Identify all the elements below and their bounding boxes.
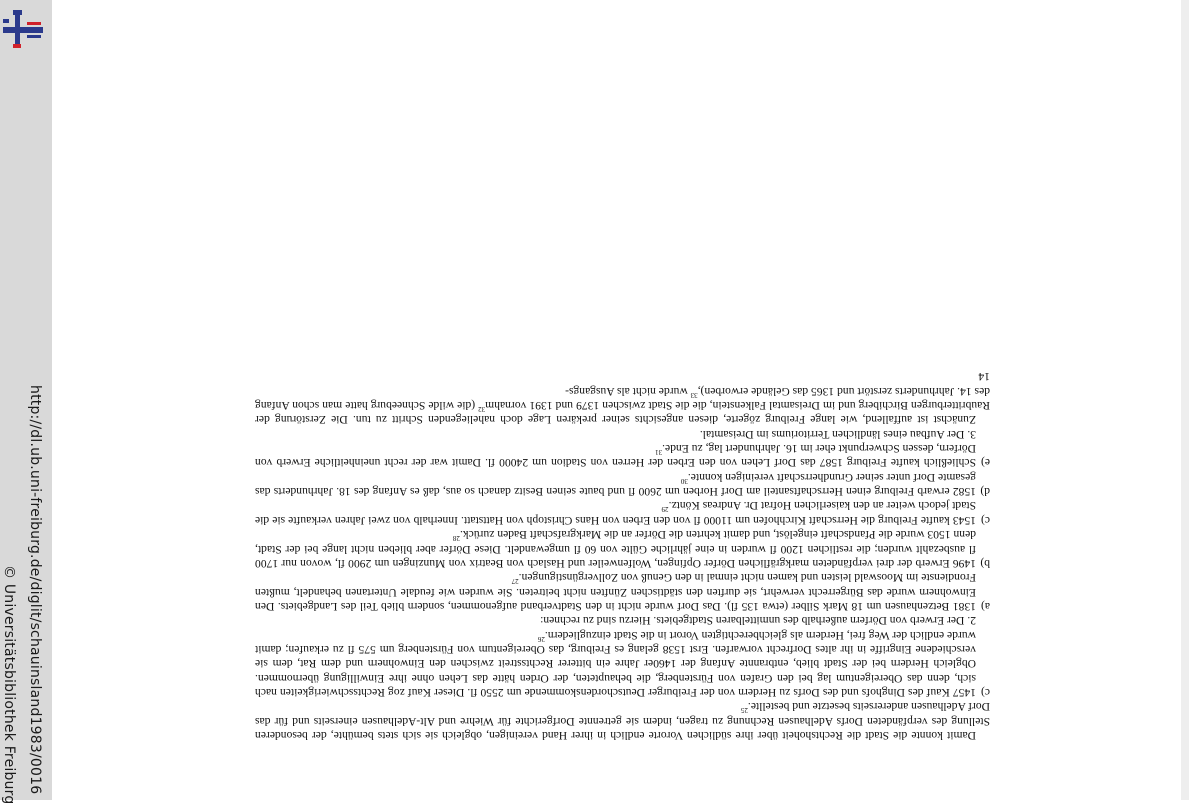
list-item-d-horben	[255, 469, 990, 498]
paragraph-text: (die wilde Schneeburg hatte man schon Anfang des 14. Jahrhunderts zerstört und 1365 das Gelände erworben),	[254, 384, 990, 413]
footnote-ref: 28	[452, 534, 460, 543]
item-marker: d)	[980, 485, 990, 499]
item-text: 1381 Betzenhausen um 18 Mark Silber (etwa 135 fl). Das Dorf wurde nicht in den Stadtverband aufgenommen, sondern blieb Teil des Landgebiets. Den Einwohnern wurde das Bürgerrecht verwehrt, sie durften den städtischen Zünften nicht beitreten. Sie wurden wie feudale Untertanen behandelt, mußten Frondienste im Mooswald leisten und kamen nicht einmal in den Genuß von Zollvergünstigungen.	[255, 571, 976, 613]
paragraph-dreisamtal	[255, 383, 990, 426]
item-text: 1543 kaufte Freiburg die Herrschaft Kirchhofen um 11000 fl von den Erben von Hans Christoph von Hattstatt. Innerhalb von zwei Jahren verkaufte sie die Stadt jedoch weiter an den kaiserlichen Hofrat Dr. Andreas Köntz.	[255, 499, 976, 527]
footnote-ref: 25	[740, 706, 748, 715]
item-marker: a)	[980, 599, 990, 613]
footnote-ref: 33	[690, 390, 698, 399]
section-heading-2: 2. Der Erwerb von Dörfern außerhalb des unmittelbaren Stadtgebiets. Hierzu sind zu rechnen:	[540, 614, 976, 628]
item-marker: b)	[980, 556, 990, 570]
viewer-sidebar	[0, 0, 52, 804]
section-heading-3: 3. Der Aufbau eines ländlichen Territoriums im Dreisamtal.	[699, 427, 976, 441]
footnote-ref: 26	[537, 634, 545, 643]
scanned-page	[255, 177, 990, 742]
paragraph-text: wurde nicht als Ausgangs-	[565, 384, 691, 398]
footnote-ref: 32	[478, 404, 486, 413]
paragraph-text: Damit konnte die Stadt die Rechtshoheit über ihre südlichen Vororte endlich in ihrer Hand vereinigen, obgleich sie sich stets bemühte, der besonderen Stellung des verpfändeten Dorfs Adelhausen Rechnung zu tragen, indem sie getrennte Dorfgerichte für Wiehre und Alt-Adelhausen einerseits und für das Dorf Adelhausen andererseits besetzte und bestellte.	[255, 700, 990, 742]
university-logo-icon[interactable]	[1, 10, 45, 50]
list-item-c-herdern	[255, 627, 990, 699]
item-marker: c)	[980, 685, 990, 699]
page-number: 14	[978, 370, 990, 384]
item-text: 1582 erwarb Freiburg einen Herrschaftsanteil am Dorf Horben um 2600 fl und baute seinen Besitz danach so aus, daß es Anfang des 18. Jahrhunderts das gesamte Dorf unter seiner Grundherrschaft vereinigen konnte.	[255, 470, 976, 499]
list-item-b-opfingen	[255, 527, 990, 570]
footnote-ref: 31	[655, 447, 663, 456]
footnote-ref: 29	[661, 505, 669, 514]
item-marker: e)	[980, 456, 990, 470]
page-edge	[1181, 0, 1189, 800]
document-url[interactable]: http://dl.ub.uni-freiburg.de/diglit/schauinsland1983/0016	[27, 385, 43, 795]
paragraph-intro	[255, 699, 990, 742]
item-text: Schließlich kaufte Freiburg 1587 das Dorf Lehen von den Erben der Herren von Stadion um 24000 fl. Damit war der recht uneinheitliche Erwerb von Dörfern, dessen Schwerpunkt eher im 16. Jahrhundert lag, zu Ende.	[255, 442, 976, 470]
list-item-e-lehen	[255, 441, 990, 470]
list-item-c-kirchhofen	[255, 498, 990, 527]
list-item-a-betzenhausen	[255, 570, 990, 613]
footnote-ref: 30	[680, 476, 688, 485]
copyright-notice: © Universitätsbibliothek Freiburg	[1, 565, 17, 804]
footnote-ref: 27	[511, 577, 519, 586]
item-text: 1496 Erwerb der drei verpfändeten markgräflichen Dörfer Opfingen, Wolfenweiler und Haslach von Beatrix von Munzingen um 2900 fl, wovon nur 1700 fl ausbezahlt wurden; die restlichen 1200 fl wurden in eine jährliche Gülte von 60 fl umgewandelt. Diese Dörfer aber blieben nicht lange bei der Stadt, denn 1503 wurde die Pfandschaft eingelöst, und damit kehrten die Dörfer an die Markgrafschaft Baden zurück.	[255, 528, 976, 570]
item-marker: c)	[980, 513, 990, 527]
item-text: 1457 Kauf des Dinghofs und des Dorfs zu Herdern von der Freiburger Deutschordenskommende um 2550 fl. Dieser Kauf zog Rechtsschwierigkeiten nach sich, denn das Obereigentum lag bei den Grafen von Fürstenberg, die behaupteten, der Orden hätte das Lehen ohne ihre Einwilligung übernommen. Obgleich Herdern bei der Stadt blieb, entbrannte Anfang der 1460er Jahre ein bitterer Rechtsstreit zwischen den Einwohnern und dem Rat, dem sie verschiedene Eingriffe in ihr altes Dorfrecht vorwarfen. Erst 1538 gelang es Freiburg, das Obereigentum von Fürstenberg um 575 fl zu erkaufen; damit wurde endlich der Weg frei, Herdern als gleichberechtigten Vorort in die Stadt einzugliedern.	[255, 628, 976, 699]
paragraph-text: Zunächst ist auffallend, wie lange Freiburg zögerte, diesen angesichts seiner prekären Lage doch naheliegenden Schritt zu tun. Die Zerstörung der Raubritterburgen Birchiberg und im Dreisamtal Falkenstein, die die Stadt zwischen 1379 und 1391 vornahm	[255, 399, 990, 427]
